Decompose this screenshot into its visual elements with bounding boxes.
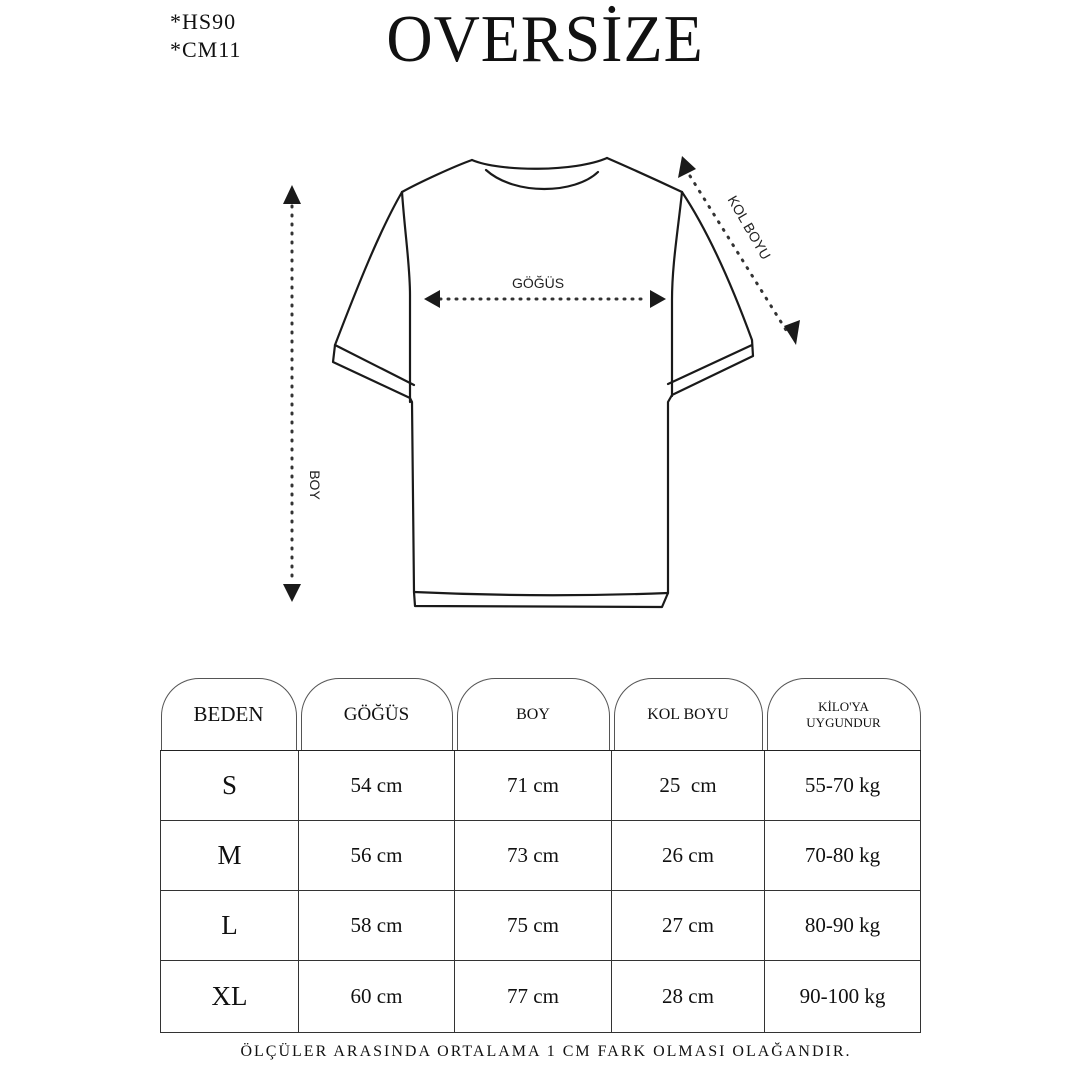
column-header-weight: KİLO'YA UYGUNDUR (765, 678, 921, 751)
table-row (161, 891, 921, 961)
length-cell: 77 cm (455, 961, 612, 1033)
column-header-chest: GÖĞÜS (299, 678, 455, 751)
length-label: BOY (307, 470, 323, 500)
weight-cell: 80-90 kg (765, 891, 921, 961)
chest-cell: 58 cm (299, 891, 455, 961)
product-code: *CM11 (170, 37, 242, 62)
size-cell: S (161, 751, 299, 821)
sleeve-arrow (678, 156, 800, 345)
weight-cell: 55-70 kg (765, 751, 921, 821)
size-cell: M (161, 821, 299, 891)
column-header-size: BEDEN (161, 678, 299, 751)
length-cell: 71 cm (455, 751, 612, 821)
sleeve-cell: 26 cm (612, 821, 765, 891)
size-chart (160, 678, 920, 1033)
table-row (161, 751, 921, 821)
length-arrow (283, 185, 301, 602)
chest-cell: 56 cm (299, 821, 455, 891)
chest-arrow (424, 290, 666, 308)
sleeve-cell: 25 cm (612, 751, 765, 821)
page-title: OVERSİZE (386, 1, 704, 76)
tshirt-outline (333, 158, 753, 607)
chest-cell: 60 cm (299, 961, 455, 1033)
product-code: *HS90 (170, 9, 237, 34)
size-cell: XL (161, 961, 299, 1033)
sleeve-label: KOL BOYU (724, 192, 775, 263)
column-header-length: BOY (455, 678, 612, 751)
size-table (160, 678, 921, 1033)
table-row (161, 821, 921, 891)
chest-cell: 54 cm (299, 751, 455, 821)
sleeve-cell: 27 cm (612, 891, 765, 961)
length-cell: 73 cm (455, 821, 612, 891)
chest-label: GÖĞÜS (511, 275, 565, 291)
measurement-note: ÖLÇÜLER ARASINDA ORTALAMA 1 CM FARK OLMASI OLAĞANDIR. (240, 1043, 852, 1060)
sleeve-cell: 28 cm (612, 961, 765, 1033)
size-cell: L (161, 891, 299, 961)
length-cell: 75 cm (455, 891, 612, 961)
weight-cell: 90-100 kg (765, 961, 921, 1033)
column-header-sleeve: KOL BOYU (612, 678, 765, 751)
weight-cell: 70-80 kg (765, 821, 921, 891)
table-row (161, 961, 921, 1033)
